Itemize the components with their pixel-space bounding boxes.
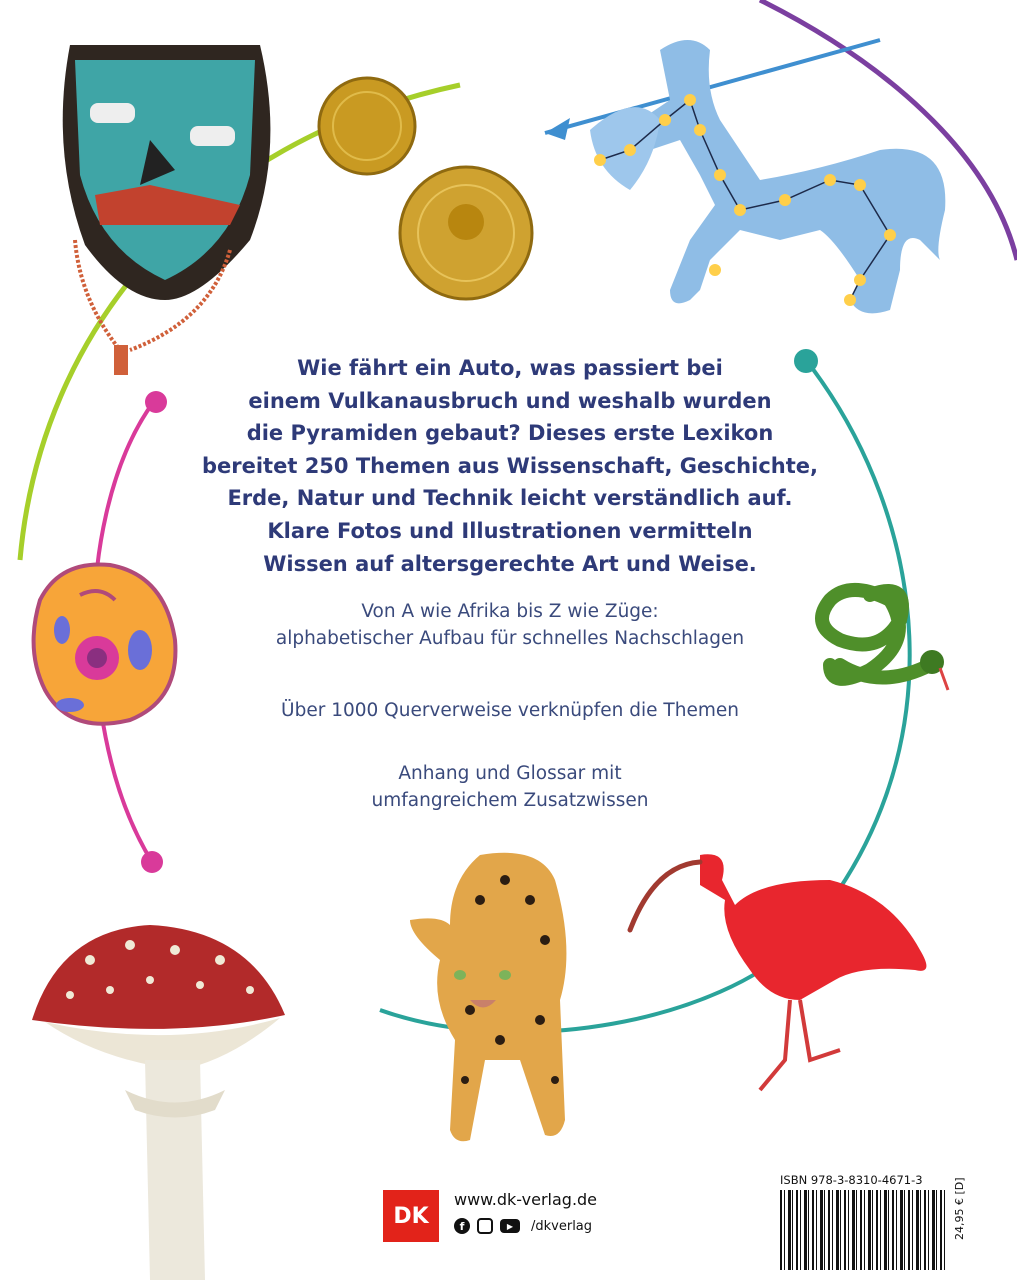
feature-line: Anhang und Glossar mit (398, 763, 622, 784)
price-label: 24,95 € [D] (953, 1177, 966, 1240)
feature-crossrefs (180, 697, 840, 724)
intro-line: Wissen auf altersgerechte Art und Weise. (263, 551, 757, 576)
intro-line: Erde, Natur und Technik leicht verständlich auf. (227, 486, 793, 511)
intro-line: die Pyramiden gebaut? Dieses erste Lexikon (246, 421, 774, 446)
feature-line: alphabetischer Aufbau für schnelles Nachschlagen (275, 628, 745, 649)
intro-line: Klare Fotos und Illustrationen vermitteln (267, 518, 753, 543)
mushroom-illustration (32, 925, 285, 1280)
arc-node-pink-bottom (141, 851, 163, 873)
isbn-label: ISBN 978-3-8310-4671-3 (780, 1173, 923, 1187)
feature-glossary (180, 760, 840, 814)
cell-illustration (34, 564, 176, 723)
youtube-icon[interactable]: ▶ (500, 1219, 520, 1233)
publisher-website[interactable]: www.dk-verlag.de (454, 1190, 598, 1209)
instagram-icon[interactable] (477, 1218, 493, 1234)
intro-line: einem Vulkanausbruch und weshalb wurden (248, 388, 772, 413)
snake-illustration (822, 590, 948, 690)
feature-line: umfangreichem Zusatzwissen (371, 790, 649, 811)
social-handle[interactable]: /dkverlag (531, 1218, 593, 1234)
facebook-icon[interactable]: f (454, 1218, 470, 1234)
barcode (780, 1190, 945, 1270)
social-links (454, 1218, 592, 1234)
intro-line: bereitet 250 Themen aus Wissenschaft, Geschichte, (201, 453, 818, 478)
intro-text (150, 352, 870, 580)
feature-line: Von A wie Afrika bis Z wie Züge: (361, 601, 659, 622)
feature-line: Über 1000 Querverweise verknüpfen die Themen (281, 700, 739, 721)
dk-logo: DK (383, 1190, 439, 1242)
aztec-mask (63, 45, 271, 375)
feature-alphabetical (180, 598, 840, 652)
jaguar-illustration (410, 853, 566, 1141)
scarlet-ibis-illustration (630, 854, 926, 1090)
intro-line: Wie fährt ein Auto, was passiert bei (297, 356, 723, 380)
